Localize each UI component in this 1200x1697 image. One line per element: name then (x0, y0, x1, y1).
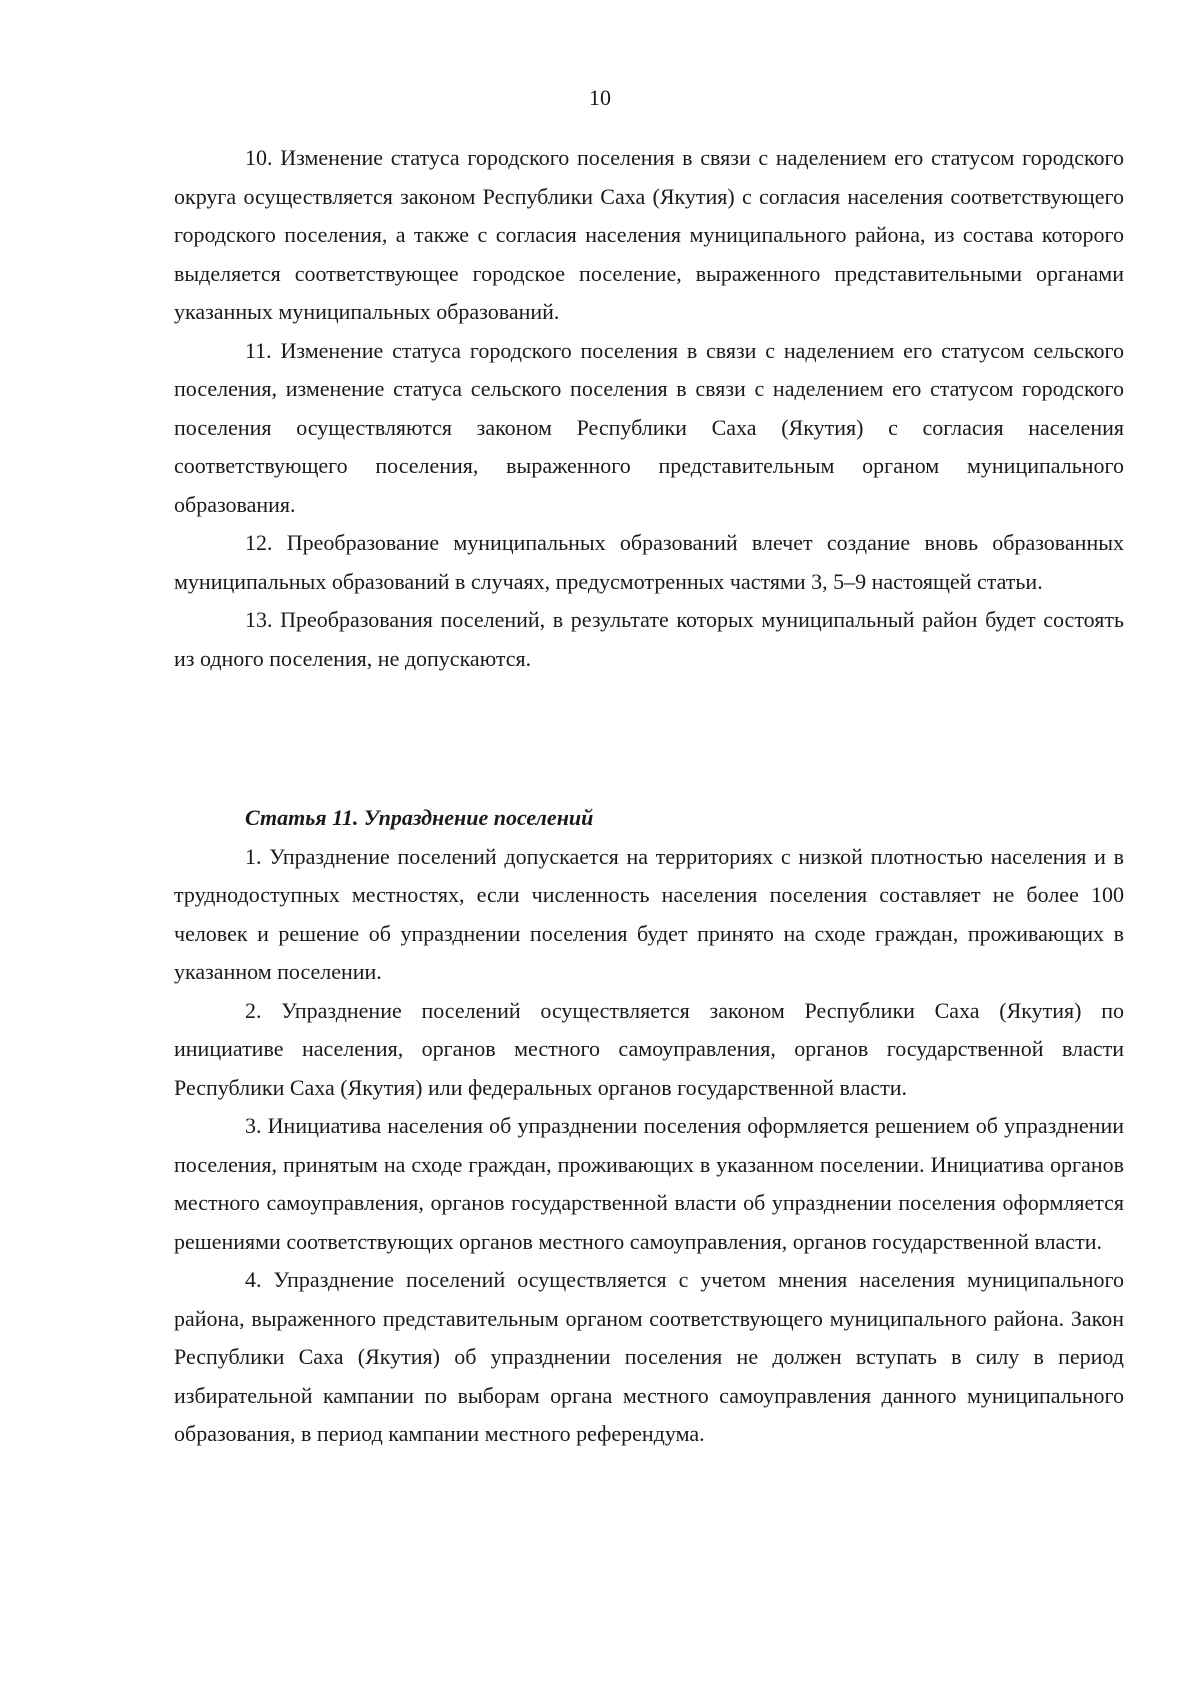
page-number: 10 (589, 85, 611, 110)
article-11-paragraph-3: 3. Инициатива населения об упразднении поселения оформляется решением об упразднении поселения, принятым на сходе граждан, проживающих в указанном поселении. Инициатива органов местного самоуправления, органов государственной власти об упразднении поселения оформляется решениями соответствующих органов местного самоуправления, органов государственной власти. (174, 1113, 1124, 1254)
article-11-heading: Статья 11. Упразднение поселений (245, 805, 594, 830)
paragraph-13: 13. Преобразования поселений, в результате которых муниципальный район будет состоять из одного поселения, не допускаются. (174, 607, 1124, 671)
article-11-paragraph-4: 4. Упразднение поселений осуществляется с учетом мнения населения муниципального района, выраженного представительным органом соответствующего муниципального района. Закон Республики Саха (Якутия) об упразднении поселения не должен вступать в силу в период избирательной кампании по выборам органа местного самоуправления данного муниципального образования, в период кампании местного референдума. (174, 1267, 1124, 1446)
article-10-continuation (174, 139, 1124, 678)
article-11 (174, 799, 1124, 1454)
paragraph-10: 10. Изменение статуса городского поселения в связи с наделением его статусом городского округа осуществляется законом Республики Саха (Якутия) с согласия населения соответствующего городского поселения, а также с согласия населения муниципального района, из состава которого выделяется соответствующее городское поселение, выраженного представительными органами указанных муниципальных образований. (174, 145, 1124, 324)
article-11-paragraph-1: 1. Упразднение поселений допускается на территориях с низкой плотностью населения и в труднодоступных местностях, если численность населения поселения составляет не более 100 человек и решение об упразднении поселения будет принято на сходе граждан, проживающих в указанном поселении. (174, 843, 1124, 984)
article-11-paragraph-2: 2. Упразднение поселений осуществляется законом Республики Саха (Якутия) по инициативе населения, органов местного самоуправления, органов государственной власти Республики Саха (Якутия) или федеральных органов государственной власти. (174, 997, 1124, 1100)
paragraph-12: 12. Преобразование муниципальных образований влечет создание вновь образованных муниципальных образований в случаях, предусмотренных частями 3, 5–9 настоящей статьи. (174, 530, 1124, 594)
paragraph-11: 11. Изменение статуса городского поселения в связи с наделением его статусом сельского поселения, изменение статуса сельского поселения в связи с наделением его статусом городского поселения осуществляются законом Республики Саха (Якутия) с согласия населения соответствующего поселения, выраженного представительным органом муниципального образования. (174, 337, 1124, 517)
